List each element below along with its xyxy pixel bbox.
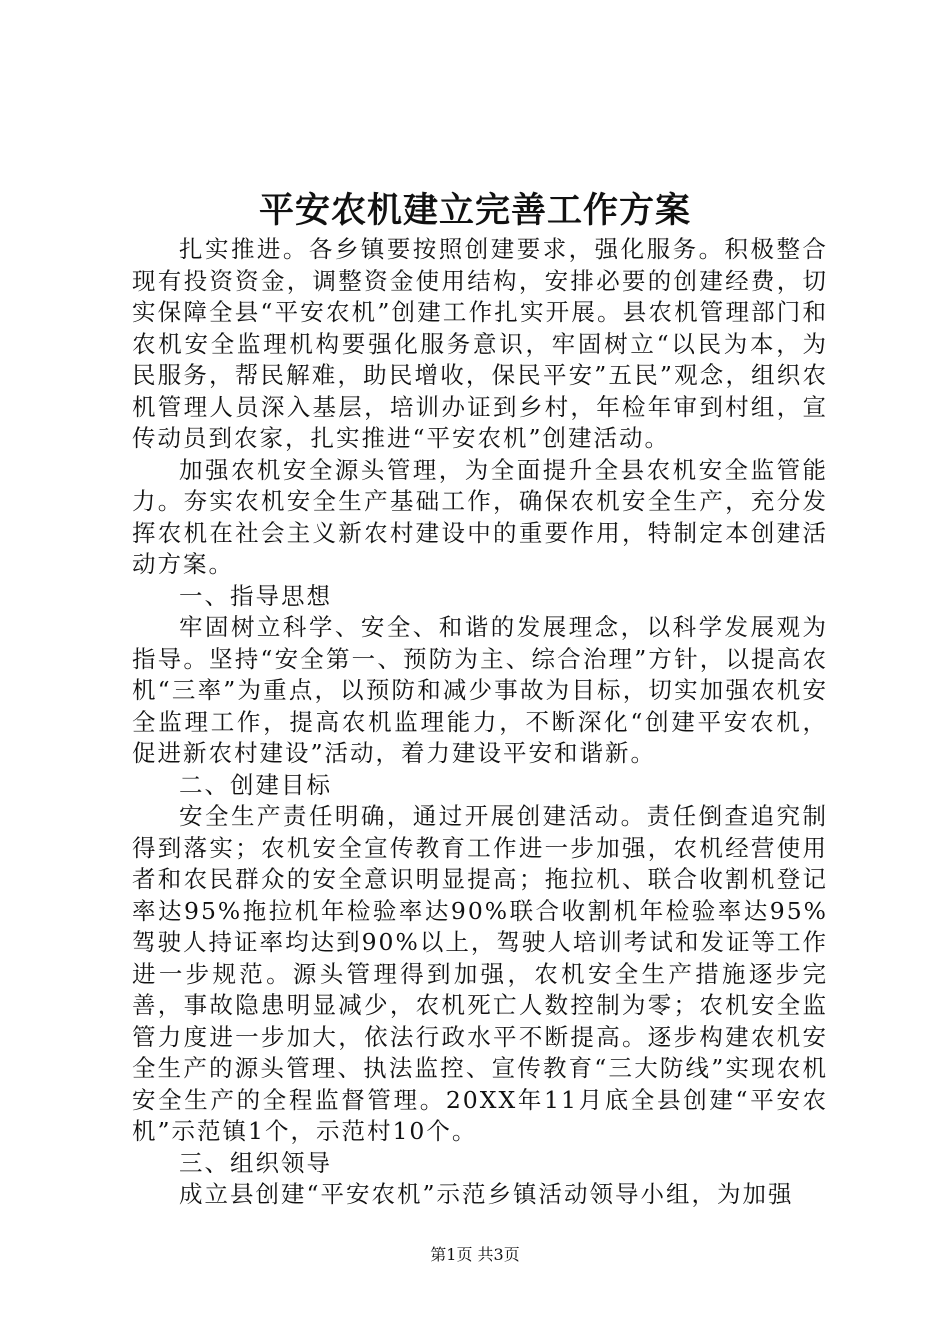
paragraph-1: 扎实推进。各乡镇要按照创建要求，强化服务。积极整合现有投资资金，调整资金使用结构，安排必要的创建经费，切实保障全县“平安农机”创建工作扎实开展。县农机管理部门和农机安全监理机构要强化服务意识，牢固树立“以民为本，为民服务，帮民解难，助民增收，保民平安”五民”观念，组织农机管理人员深入基层，培训办证到乡村，年检年审到村组，宣传动员到农家，扎实推进“平安农机”创建活动。 xyxy=(132,235,828,452)
paragraph-4: 安全生产责任明确，通过开展创建活动。责任倒查追究制得到落实；农机安全宣传教育工作进一步加强，农机经营使用者和农民群众的安全意识明显提高；拖拉机、联合收割机登记率达95%拖拉机年检验率达90%联合收割机年检验率达95%驾驶人持证率均达到90%以上，驾驶人培训考试和发证等工作进一步规范。源头管理得到加强，农机安全生产措施逐步完善，事故隐患明显减少，农机死亡人数控制为零；农机安全监管力度进一步加大，依法行政水平不断提高。逐步构建农机安全生产的源头管理、执法监控、宣传教育“三大防线”实现农机安全生产的全程监督管理。20XX年11月底全县创建“平安农机”示范镇1个，示范村10个。 xyxy=(132,802,828,1145)
page-footer: 第1页 共3页 xyxy=(430,1245,520,1264)
document-title: 平安农机建立完善工作方案 xyxy=(258,190,691,231)
section-heading-goals: 二、创建目标 xyxy=(179,770,332,799)
section-heading-leadership: 三、组织领导 xyxy=(179,1148,332,1177)
document-body xyxy=(132,234,828,1211)
paragraph-2: 加强农机安全源头管理，为全面提升全县农机安全监管能力。夯实农机安全生产基础工作，确保农机安全生产，充分发挥农机在社会主义新农村建设中的重要作用，特制定本创建活动方案。 xyxy=(132,455,828,578)
paragraph-3: 牢固树立科学、安全、和谐的发展理念，以科学发展观为指导。坚持“安全第一、预防为主、综合治理”方针，以提高农机“三率”为重点，以预防和减少事故为目标，切实加强农机安全监理工作，提高农机监理能力，不断深化“创建平安农机，促进新农村建设”活动，着力建设平安和谐新。 xyxy=(132,613,828,767)
paragraph-5: 成立县创建“平安农机”示范乡镇活动领导小组，为加强 xyxy=(179,1180,794,1208)
section-heading-guiding-ideology: 一、指导思想 xyxy=(179,581,332,610)
